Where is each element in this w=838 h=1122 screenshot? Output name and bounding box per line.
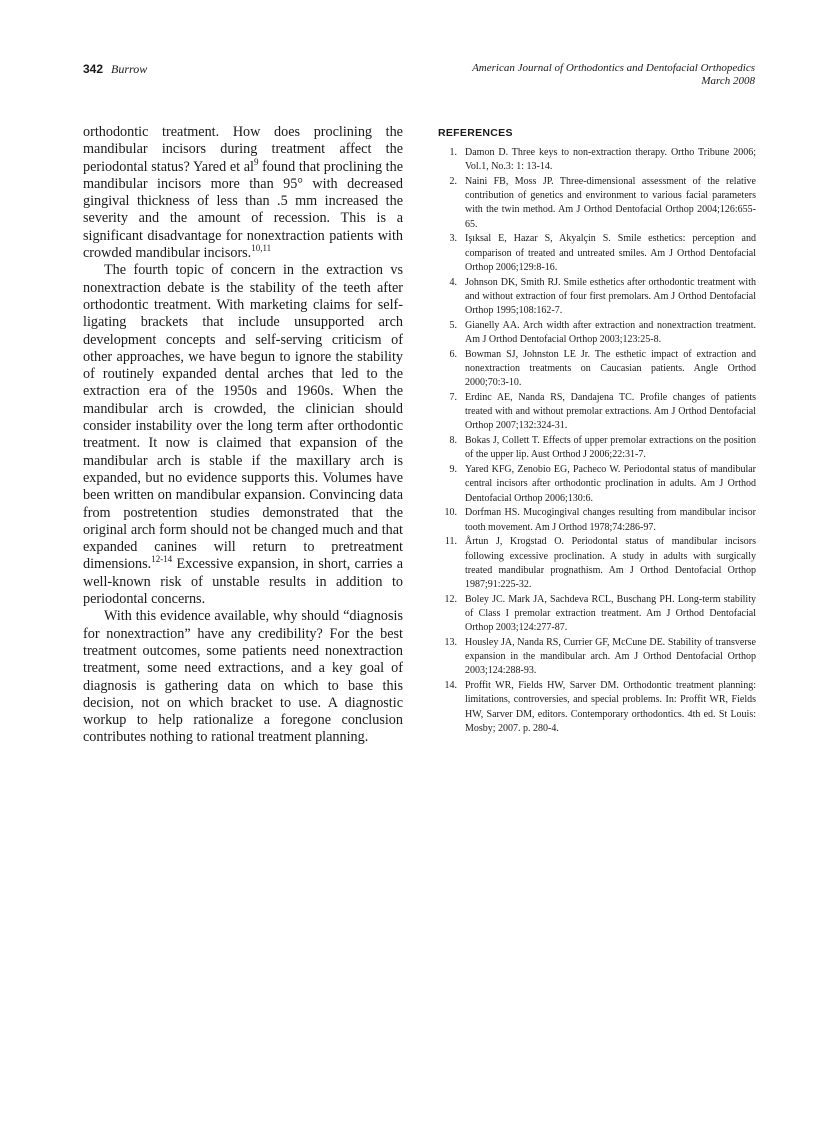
body-paragraph-1 [83,124,403,262]
reference-item [438,593,756,636]
reference-number: 11. [444,536,457,548]
reference-text: Johnson DK, Smith RJ. Smile esthetics after orthodontic treatment with and without extraction of four first premolars. Am J Orthod Dentofacial Orthop 1995;108:162-7. [465,276,756,317]
reference-text: Årtun J, Krogstad O. Periodontal status of mandibular incisors following excessive proclination. A study in adults with surgically treated mandibular prognathism. Am J Orthod Dentofacial Orthop 1987;91:225-32. [465,536,756,591]
reference-text: Damon D. Three keys to non-extraction therapy. Ortho Tribune 2006; Vol.1, No.3: 1: 13-14. [465,147,756,173]
paragraph-text: found that proclining the mandibular incisors more than 95° with decreased gingival thickness of less than .5 mm increased the severity and the amount of recession. This is a significant disadvantage for nonextraction patients with crowded mandibular incisors. [83,158,403,262]
issue-date: March 2008 [701,75,755,87]
reference-item [438,175,756,232]
reference-number: 14. [444,680,457,692]
reference-item [438,232,756,275]
citation-superscript: 9 [253,156,259,167]
reference-number: 10. [444,507,457,519]
reference-number: 8. [449,435,457,447]
running-head-right [472,62,755,88]
reference-item [438,463,756,506]
paragraph-text: With this evidence available, why should “diagnosis for nonextraction” have any credibility? For the best treatment outcomes, some patients need nonextraction treatment, some need extractions, and a key goal of diagnosis is gathering data on which to base this decision, not on which bracket to use. A diagnostic workup to help rationalize a foregone conclusion contributes nothing to rational treatment planning. [83,608,403,746]
paragraph-text: The fourth topic of concern in the extraction vs nonextraction debate is the stability of the teeth after orthodontic treatment. With marketing claims for self-ligating brackets that include unsupported arch development concepts and self-serving criticism of other approaches, we have begun to ignore the stability of routinely expanded dental arches that led to the extraction era of the 1950s and 1960s. When the mandibular arch is crowded, the clinician should consider instability over the long term after orthodontic treatment. It now is claimed that expansion of the mandibular arch is stable if the maxillary arch is expanded, but no evidence supports this. Volumes have been written on mandibular expansion. Convincing data from postretention studies demonstrated that the original arch form should not be changed much and that expanded canines will return to pretreatment dimensions. [83,262,403,573]
reference-text: Naini FB, Moss JP. Three-dimensional assessment of the relative contribution of genetics and environment to various facial parameters with the twin method. Am J Orthod Dentofacial Orthop 2004;126:655-65. [465,176,756,230]
reference-item [438,506,756,534]
reference-item [438,391,756,434]
reference-item [438,146,756,174]
running-head-author: Burrow [111,62,148,76]
reference-number: 6. [449,348,457,360]
reference-item [438,348,756,391]
references-list [438,146,756,736]
reference-item [438,434,756,462]
reference-number: 3. [449,233,457,245]
reference-text: Proffit WR, Fields HW, Sarver DM. Orthodontic treatment planning: limitations, controversies, and special problems. In: Proffit WR, Fields HW, Sarver DM, editors. Contemporary orthodontics. 4th ed. St Louis: Mosby; 2007. p. 280-4. [465,680,756,734]
page-number: 342 [83,62,104,76]
paragraph-text: Excessive expansion, in short, carries a well-known risk of unstable results in addition to periodontal concerns. [83,556,403,608]
reference-number: 4. [449,276,457,288]
reference-number: 2. [449,176,457,187]
reference-number: 12. [444,593,457,605]
references-column [438,127,756,737]
reference-number: 1. [449,147,457,158]
reference-text: Bokas J, Collett T. Effects of upper premolar extractions on the position of the upper lip. Aust Orthod J 2006;22:31-7. [465,435,756,461]
references-heading: REFERENCES [438,127,513,139]
reference-text: Boley JC. Mark JA, Sachdeva RCL, Buschang PH. Long-term stability of Class I premolar extraction treatment. Am J Orthod Dentofacial Orthop 2003;124:277-87. [465,593,756,634]
paragraph-text: orthodontic treatment. How does proclining the mandibular incisors during treatment affect the periodontal status? Yared et al [83,124,403,175]
running-head-left [83,62,147,77]
reference-text: Erdinc AE, Nanda RS, Dandajena TC. Profile changes of patients treated with and without premolar extractions. Am J Orthod Dentofacial Orthop 2007;132:324-31. [465,392,756,432]
reference-item [438,319,756,347]
reference-item [438,679,756,736]
journal-title: American Journal of Orthodontics and Dentofacial Orthopedics [472,62,755,74]
body-paragraph-2 [83,262,403,608]
reference-text: Gianelly AA. Arch width after extraction and nonextraction treatment. Am J Orthod Dentofacial Orthop 2003;123:25-8. [465,319,756,346]
reference-item [438,276,756,319]
reference-text: Housley JA, Nanda RS, Currier GF, McCune DE. Stability of transverse expansion in the mandibular arch. Am J Orthod Dentofacial Orthop 2003;124:288-93. [465,637,756,677]
citation-superscript: 10,11 [251,243,272,254]
reference-item [438,535,756,592]
reference-text: Yared KFG, Zenobio EG, Pacheco W. Periodontal status of mandibular central incisors after orthodontic proclination in adults. Am J Orthod Dentofacial Orthop 2006;130:6. [465,464,756,504]
body-text-column [83,124,403,747]
body-paragraph-3 [83,608,403,746]
reference-item [438,636,756,679]
running-head [83,62,755,96]
reference-text: Işıksal E, Hazar S, Akyalçin S. Smile esthetics: perception and comparison of treated and untreated smiles. Am J Orthod Dentofacial Orthop 2006;129:8-16. [465,233,756,273]
reference-text: Bowman SJ, Johnston LE Jr. The esthetic impact of extraction and nonextraction treatments on Caucasian patients. Angle Orthod 2000;70:3-10. [465,348,756,389]
reference-text: Dorfman HS. Mucogingival changes resulting from mandibular incisor tooth movement. Am J Orthod 1978;74:286-97. [465,507,756,533]
citation-superscript: 12-14 [151,554,173,565]
reference-number: 13. [444,637,457,649]
reference-number: 5. [449,319,457,331]
reference-number: 7. [449,392,457,404]
reference-number: 9. [449,464,457,476]
